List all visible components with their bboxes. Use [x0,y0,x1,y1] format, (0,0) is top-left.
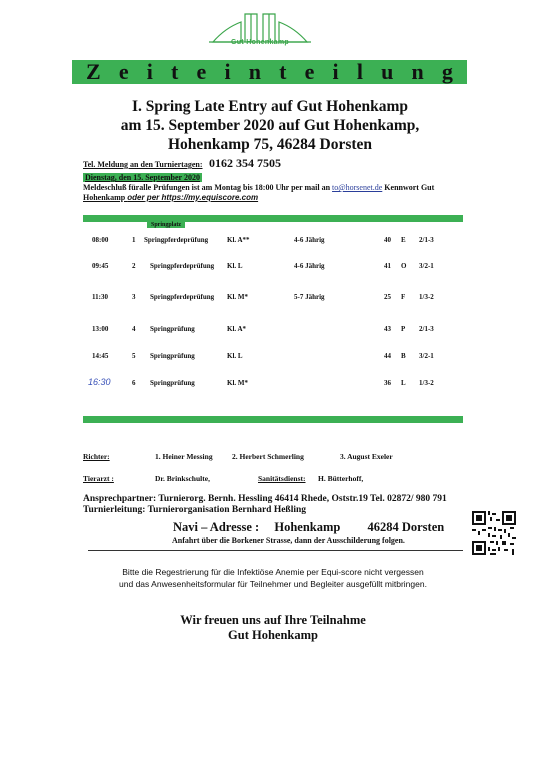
class: Kl. L [227,262,243,270]
nr: 5 [132,352,136,360]
num: 36 [384,379,391,387]
contact-line-2: Turnierleitung: Turnierorganisation Bernhard Heßling [83,505,307,515]
table-row [0,379,541,389]
note-line-2: und das Anwesenheitsformular für Teilnehmer und Begleiter ausgefüllt mitbringen. [119,579,427,589]
num: 40 [384,236,391,244]
heading-line-2: am 15. September 2020 auf Gut Hohenkamp, [120,117,420,134]
banner-letter: e [196,59,207,84]
time: 08:00 [92,236,109,244]
test: Springpferdeprüfung [150,293,215,301]
judges-line [83,452,110,461]
code: 3/2-1 [419,352,434,360]
table-top-bar [83,215,463,222]
test: Springprüfung [150,325,195,333]
letter: F [401,293,406,301]
vet-name: Dr. Brinkschulte, [155,474,210,483]
handwritten-time: 16:30 [88,377,111,387]
banner-letter: i [224,59,231,84]
judge-2: 2. Herbert Schmerling [232,452,304,461]
table-row [0,352,541,362]
navi-city: 46284 Dorsten [367,520,445,534]
nr: 4 [132,325,136,333]
age: 5-7 Jährig [294,293,325,301]
code: 3/2-1 [419,262,434,270]
nr: 2 [132,262,136,270]
letter: B [401,352,406,360]
navi-label: Navi – Adresse : [173,520,260,534]
table-bottom-bar [83,416,463,423]
table-place: Springplatz [147,222,185,228]
banner-letter: e [304,59,315,84]
note-line-1: Bitte die Regestrierung für die Infektiöse Anemie per Equi-score nicht vergessen [122,567,424,577]
class: Kl. A* [227,325,247,333]
letter: P [401,325,406,333]
navi-street: Hohenkamp [274,520,341,534]
entry-deadline [83,183,463,203]
class: Kl. M* [227,293,248,301]
test: Springpferdeprüfung [144,236,209,244]
code: 2/1-3 [419,236,434,244]
time: 11:30 [92,293,108,301]
tel-label: Tel. Meldung an den Turniertagen: [83,160,203,169]
banner-letter: t [279,59,287,84]
test: Springprüfung [150,352,195,360]
age: 4-6 Jährig [294,236,325,244]
num: 25 [384,293,391,301]
nr: 3 [132,293,136,301]
letter: L [401,379,406,387]
logo-name: Gut Hohenkamp [231,39,289,46]
banner-letter: n [248,59,261,84]
table-row [0,293,541,303]
banner-letter: i [332,59,339,84]
age: 4-6 Jährig [294,262,325,270]
email-link[interactable]: to@horsenet.de [332,183,383,192]
tel-line [83,156,281,171]
equiscore-link[interactable]: per https://my.equiscore.com [144,193,259,202]
letter: E [401,236,406,244]
table-row [0,325,541,335]
vet-label: Tierarzt : [83,474,114,483]
nr: 6 [132,379,136,387]
deadline-keyword-2: Hohenkamp [83,193,128,202]
banner-letter: u [381,59,394,84]
code: 2/1-3 [419,325,434,333]
qr-code-icon [472,511,516,555]
title-banner [72,60,467,84]
judge-1: 1. Heiner Messing [155,452,213,461]
banner-letter: t [171,59,179,84]
heading-line-3: Hohenkamp 75, 46284 Dorsten [167,136,373,153]
divider [88,550,463,551]
medic-name: H. Bütterhoff, [318,474,364,483]
directions: Anfahrt über die Borkener Strasse, dann der Ausschilderung folgen. [172,536,405,545]
banner-letter: n [411,59,424,84]
tel-number: 0162 354 7505 [209,156,282,170]
banner-letter: Z [86,59,101,84]
navi-address [173,520,444,535]
thanks-line-2: Gut Hohenkamp [228,628,318,642]
contact-line-1: Ansprechpartner: Turnierorg. Bernh. Hessling 46414 Rhede, Oststr.19 Tel. 02872/ 980 791 [83,494,447,504]
deadline-text: Meldeschluß füralle Prüfungen ist am Montag bis 18:00 Uhr per mail an [83,183,333,192]
class: Kl. M* [227,379,248,387]
class: Kl. A** [227,236,250,244]
banner-letter: i [146,59,153,84]
heading-line-1: I. Spring Late Entry auf Gut Hohenkamp [131,98,409,115]
deadline-keyword: Kennwort Gut [382,183,435,192]
deadline-or: oder [127,193,145,202]
judge-3: 3. August Exeler [340,452,393,461]
time: 14:45 [92,352,109,360]
event-date: Dienstag, den 15. September 2020 [85,173,200,182]
test: Springprüfung [150,379,195,387]
contact-block [83,494,447,516]
code: 1/3-2 [419,293,434,301]
letter: O [401,262,407,270]
num: 44 [384,352,391,360]
code: 1/3-2 [419,379,434,387]
banner-letter: g [441,59,453,84]
banner-letter: l [356,59,363,84]
class: Kl. L [227,352,243,360]
table-row [0,262,541,272]
time: 09:45 [92,262,109,270]
time: 13:00 [92,325,109,333]
num: 43 [384,325,391,333]
thanks-line-1: Wir freuen uns auf Ihre Teilnahme [180,613,366,627]
nr: 1 [132,236,136,244]
table-row [0,236,541,246]
num: 41 [384,262,391,270]
judges-label: Richter: [83,452,110,461]
medic-label: Sanitätsdienst: [258,474,306,483]
banner-letter: e [118,59,129,84]
test: Springpferdeprüfung [150,262,215,270]
